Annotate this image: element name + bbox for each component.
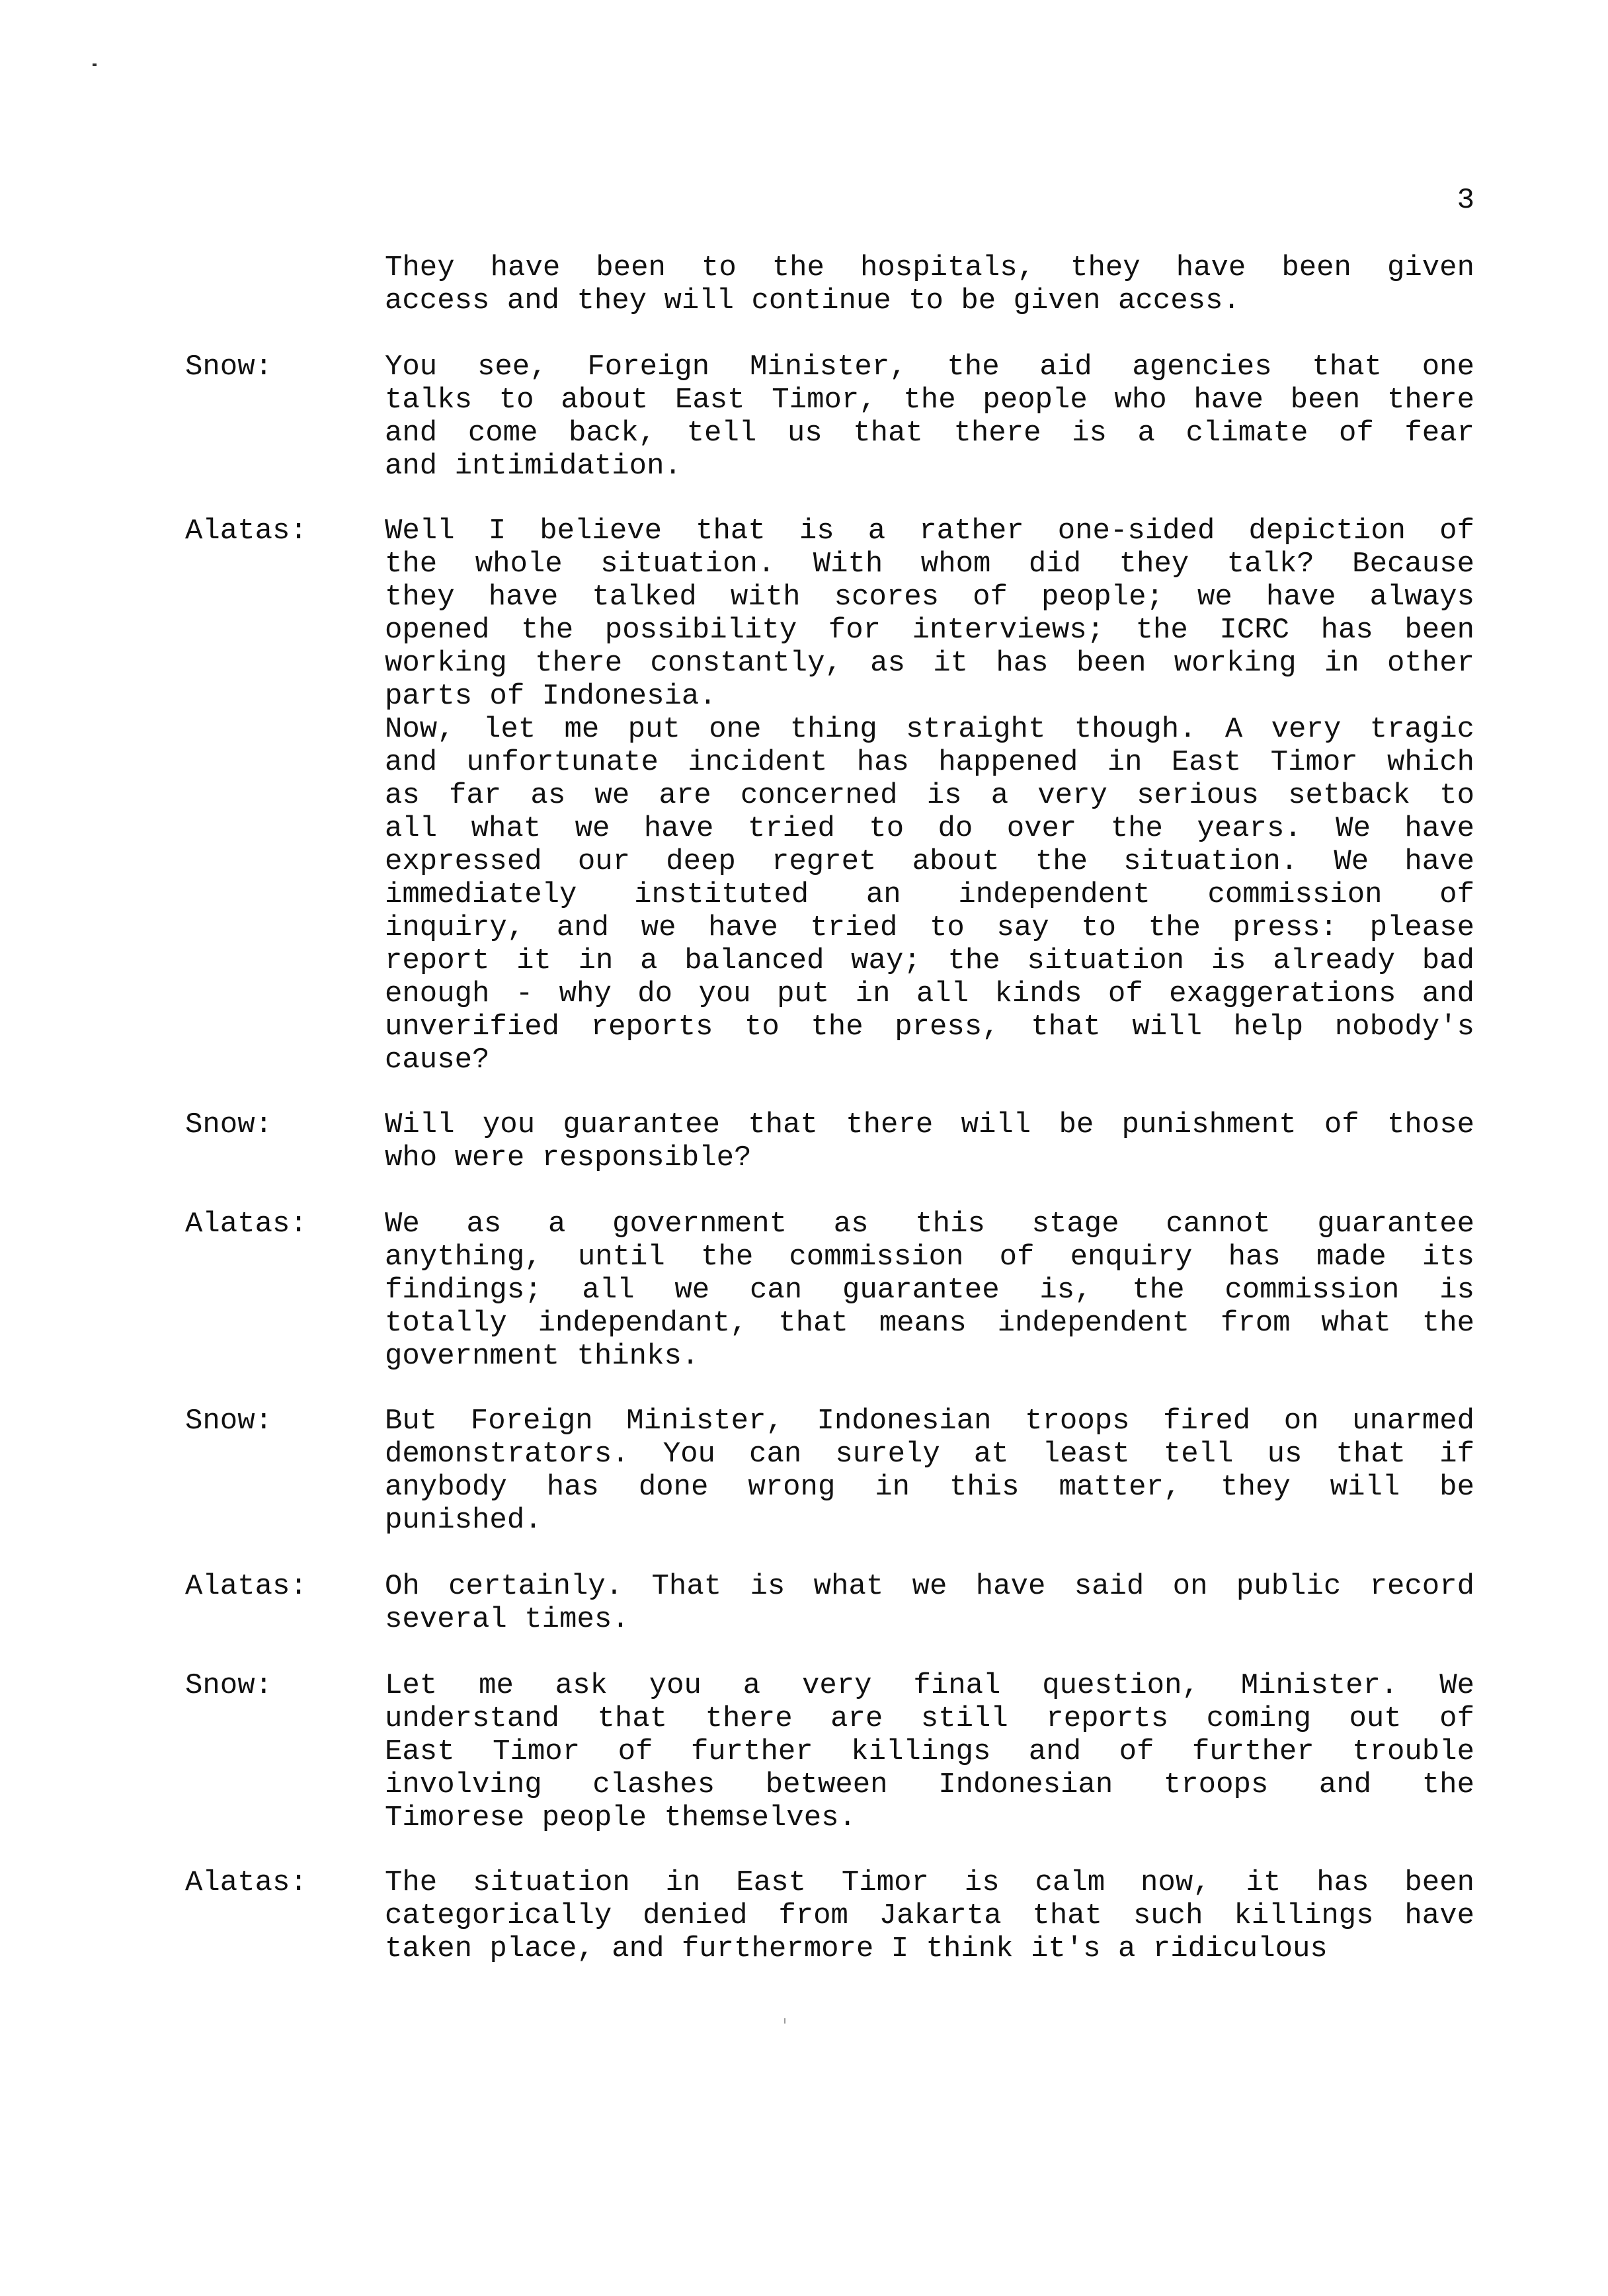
speech-text bbox=[385, 1208, 1474, 1373]
text-line: We as a government as this stage cannot guarantee bbox=[385, 1208, 1474, 1241]
speaker-label: Alatas: bbox=[185, 1208, 307, 1241]
page-number: 3 bbox=[1457, 184, 1474, 217]
speaker-label: Snow: bbox=[185, 1405, 273, 1438]
speech-text bbox=[385, 350, 1474, 483]
speech-text bbox=[385, 1108, 1474, 1174]
text-line: punished. bbox=[385, 1504, 542, 1537]
text-line: expressed our deep regret about the situation. We have bbox=[385, 845, 1474, 878]
text-line: cause? bbox=[385, 1044, 490, 1077]
text-line: findings; all we can guarantee is, the commission is bbox=[385, 1274, 1474, 1307]
speech-text bbox=[385, 514, 1474, 1077]
text-line: But Foreign Minister, Indonesian troops fired on unarmed bbox=[385, 1405, 1474, 1438]
text-line: categorically denied from Jakarta that such killings have bbox=[385, 1899, 1474, 1932]
text-line: anybody has done wrong in this matter, they will be bbox=[385, 1471, 1474, 1504]
text-line: they have talked with scores of people; we have always bbox=[385, 581, 1474, 614]
text-line: Oh certainly. That is what we have said on public record bbox=[385, 1570, 1474, 1603]
text-line: access and they will continue to be given access. bbox=[385, 284, 1240, 317]
text-line: unverified reports to the press, that will help nobody's bbox=[385, 1010, 1474, 1044]
speaker-label: Alatas: bbox=[185, 1866, 307, 1899]
text-line: inquiry, and we have tried to say to the press: please bbox=[385, 911, 1474, 944]
text-line: Will you guarantee that there will be punishment of those bbox=[385, 1108, 1474, 1141]
text-line: involving clashes between Indonesian troops and the bbox=[385, 1768, 1474, 1801]
text-line: Now, let me put one thing straight though. A very tragic bbox=[385, 713, 1474, 746]
speaker-label: Snow: bbox=[185, 1108, 273, 1141]
text-line: East Timor of further killings and of further trouble bbox=[385, 1735, 1474, 1768]
text-line: anything, until the commission of enquiry has made its bbox=[385, 1241, 1474, 1274]
text-line: understand that there are still reports coming out of bbox=[385, 1702, 1474, 1735]
text-line: government thinks. bbox=[385, 1340, 700, 1373]
text-line: immediately instituted an independent commission of bbox=[385, 878, 1474, 911]
text-line: and unfortunate incident has happened in East Timor which bbox=[385, 746, 1474, 779]
speaker-label: Snow: bbox=[185, 350, 273, 384]
speaker-label: Alatas: bbox=[185, 514, 307, 548]
text-line: opened the possibility for interviews; the ICRC has been bbox=[385, 614, 1474, 647]
text-line: all what we have tried to do over the years. We have bbox=[385, 812, 1474, 845]
text-line: Let me ask you a very final question, Minister. We bbox=[385, 1669, 1474, 1702]
text-line: taken place, and furthermore I think it's a ridiculous bbox=[385, 1932, 1328, 1965]
text-line: demonstrators. You can surely at least tell us that if bbox=[385, 1438, 1474, 1471]
scan-speck bbox=[93, 63, 97, 66]
speaker-label: Alatas: bbox=[185, 1570, 307, 1603]
text-line: The situation in East Timor is calm now, it has been bbox=[385, 1866, 1474, 1899]
text-line: and intimidation. bbox=[385, 450, 682, 483]
text-line: who were responsible? bbox=[385, 1141, 752, 1174]
speech-text bbox=[385, 251, 1474, 317]
text-line: working there constantly, as it has been working in other bbox=[385, 647, 1474, 680]
text-line: parts of Indonesia. bbox=[385, 680, 717, 713]
speech-text bbox=[385, 1866, 1474, 1965]
speech-text bbox=[385, 1669, 1474, 1834]
text-line: and come back, tell us that there is a climate of fear bbox=[385, 417, 1474, 450]
text-line: Well I believe that is a rather one-sided depiction of bbox=[385, 514, 1474, 548]
text-line: They have been to the hospitals, they have been given bbox=[385, 251, 1474, 284]
text-line: several times. bbox=[385, 1603, 629, 1636]
text-line: You see, Foreign Minister, the aid agencies that one bbox=[385, 350, 1474, 384]
text-line: Timorese people themselves. bbox=[385, 1801, 856, 1834]
speech-text bbox=[385, 1570, 1474, 1636]
text-line: talks to about East Timor, the people who have been there bbox=[385, 384, 1474, 417]
scan-speck bbox=[784, 2018, 785, 2024]
text-line: enough - why do you put in all kinds of exaggerations and bbox=[385, 977, 1474, 1010]
speaker-label: Snow: bbox=[185, 1669, 273, 1702]
text-line: totally independant, that means independent from what the bbox=[385, 1307, 1474, 1340]
text-line: report it in a balanced way; the situation is already bad bbox=[385, 944, 1474, 977]
speech-text bbox=[385, 1405, 1474, 1537]
text-line: the whole situation. With whom did they talk? Because bbox=[385, 548, 1474, 581]
text-line: as far as we are concerned is a very serious setback to bbox=[385, 779, 1474, 812]
